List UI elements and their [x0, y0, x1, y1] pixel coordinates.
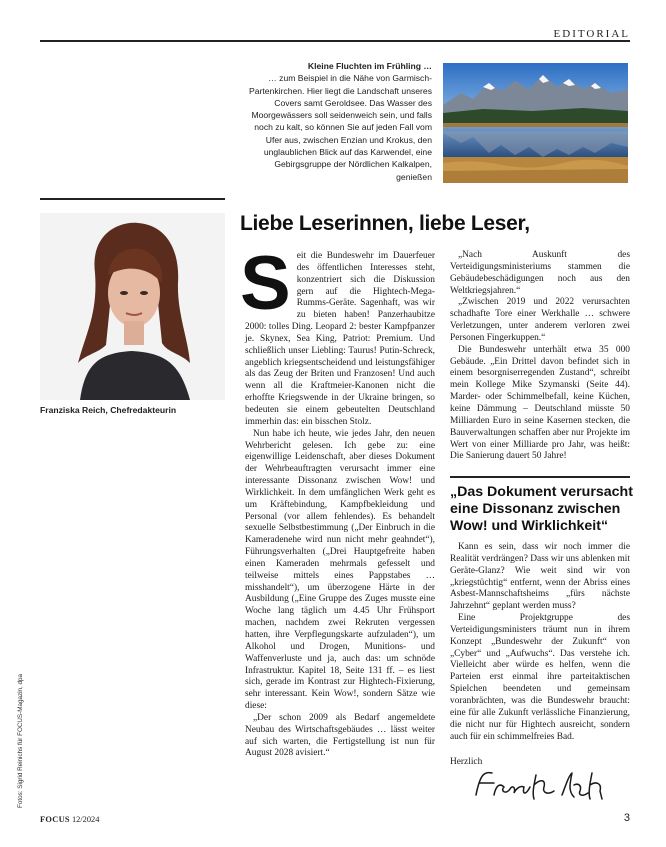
article-paragraph: „Der schon 2009 als Bedarf angemeldete Neubau des Wirtschaftsgebäudes … lässt weiter auf sich warten, die Fertigstellung ist nun für August 2028 avisiert.“ [245, 712, 435, 759]
pullquote-rule [450, 476, 630, 478]
page-number: 3 [623, 812, 630, 824]
article-paragraph: Seit die Bundeswehr im Dauerfeuer des öffentlichen Interesses steht, konzentriert sich die Diskussion gern auf die Hightech-Mega-Rumms-Geräte. Sagenhaft, was wir zu bieten haben! Panzerhaubitze 2000: tolles Ding. Leopard 2: bester Kampfpanzer je. Skynex, Sea King, Patriot: Premium. Und schließlich unser Liebling: Taurus! Putin-Schreck, angeblich kriegsentscheidend und leistungsfähiger als das Zeug der Briten und Franzosen! Und auch wenn all die Kraftmeier-Kanonen nicht die erhoffte Kriegswende in der Ukraine bringen, so bedeuten sie einem gebeutelten Deutschland immerhin das: ein bisschen Stolz. [240, 241, 435, 427]
article-headline: Liebe Leserinnen, liebe Leser, [240, 212, 530, 235]
drop-cap: S [240, 241, 291, 326]
article-paragraph: Nun habe ich heute, wie jedes Jahr, den neuen Wehrbericht gelesen. Ich gebe zu: eine eigenwillige Leidenschaft, aber dieses Dokument der Wehrbeauftragten verursacht immer eine interessante Dissonanz zwischen Wow! und Wirklichkeit. In dem umfänglichen Werk geht es um Kräftebindung, Kampfbekleidung und Personal (vor allem fehlendes). Es behandelt sexuelle Selbstbestimmung („Der Einbruch in die Kameradenehe wird nun nicht mehr geahndet“), Führungsverhalten („Drei Hauptgefreite haben einen Kameraden mehrmals gefesselt und teilweise mittels eines Pappstabes … misshandelt“), um überzogene Härte in der Ausbildung („Eine Gruppe des Zuges musste eine Woche lang täglich um 4.45 Uhr Frühsport machen, nachdem zwei Rekruten vergessen hatten, ihre Verpflegungskarte aufzuladen“), um Alkohol und Drogen, Munitions- und Waffenverluste und ja, auch das: um schnöde Infrastruktur. Kapitel 18, Seite 131 ff. – es liest sich, gerade im Kontrast zur Hightech-Fixierung, sehr interessant. Kein Wow!, sondern Sätze wie diese: [245, 428, 435, 712]
portrait-rule [40, 198, 225, 200]
portrait-caption: Franziska Reich, Chefredakteurin [40, 405, 177, 415]
closing-greeting: Herzlich [450, 757, 483, 767]
teaser-text: … zum Beispiel in die Nähe von Garmisch-Partenkirchen. Hier liegt die Landschaft unseres Covers samt Geroldsee. Das Wasser des Moorgewässers soll seidenweich sein, und falls noch zu kalt, so können Sie auf jeden Fall vom Ufer aus, zwischen Enzian und Krokus, den unglaublichen Blick auf das Karwendel, eine Gebirgsgruppe der Nördlichen Kalkalpen, genießen [249, 73, 432, 182]
article-column-1 [240, 241, 435, 760]
issue-number: 12/2024 [71, 815, 100, 824]
article-paragraph: „Nach Auskunft des Verteidigungsministeriums stammen die Gebäudebeschädigungen noch aus den Weltkriegsjahren.“ [450, 250, 630, 296]
article-column-2-continued [450, 542, 630, 743]
cover-teaser [240, 60, 432, 183]
photo-credit: Fotos: Sigrid Reinichs für FOCUS-Magazin, dpa [17, 673, 24, 808]
handwritten-signature [470, 765, 630, 805]
section-label: EDITORIAL [553, 28, 630, 40]
article-paragraph: Die Bundeswehr unterhält etwa 35 000 Gebäude. „Ein Drittel davon befindet sich in einem besorgniserregenden Zustand“, schreibt mein Kollege Mike Szymanski (Seite 44). Marder- oder Schimmelbefall, keine Küchen, keine Dämmung – Deutschland müsste 50 Milliarden Euro in seine Kasernen stecken, die Bauverwaltungen schaffen aber nur Projekte im Wert von einer Milliarde pro Jahr, was heißt: Die Sanierung dauert 50 Jahre! [450, 344, 630, 462]
landscape-photo [443, 63, 628, 183]
article-column-2 [450, 250, 630, 463]
article-paragraph: Eine Projektgruppe des Verteidigungsministers träumt nun in ihrem Konzept „Bundeswehr der Zukunft“ von „Cyber“ und „Aufwuchs“. Das verstehe ich. Vielleicht aber würde es helfen, wenn die Parteien erst einmal ihre parteitaktischen Spielchen beendeten und gemeinsam voranbrächten, was die Bundeswehr braucht: eine für alle Zukunft verlässliche Finanzierung, die nicht nur für Hightech ausreicht, sondern auch für ein schimmelfreies Bad. [450, 613, 630, 742]
teaser-title: Kleine Fluchten im Frühling … [307, 61, 432, 71]
top-rule [40, 40, 630, 42]
article-paragraph: „Zwischen 2019 und 2022 verursachten schadhafte Tore einer Werkhalle … schwere Verletzungen, unter anderem verloren zwei Personen Fingerkuppen.“ [450, 297, 630, 343]
article-paragraph: Kann es sein, dass wir noch immer die Realität verdrängen? Dass wir uns ablenken mit Geräte-Glanz? Wie weit sind wir von „kriegstüchtig“ entfernt, wenn der Abriss eines Asbest-Mannschaftsheims „fürs nächste Jahrzehnt“ geplant werden muss? [450, 542, 630, 612]
footer-brand [40, 815, 99, 824]
pull-quote: „Das Dokument verursacht eine Dissonanz zwischen Wow! und Wirklichkeit“ [450, 484, 633, 534]
magazine-name: FOCUS [40, 815, 70, 824]
editor-portrait [40, 213, 225, 400]
